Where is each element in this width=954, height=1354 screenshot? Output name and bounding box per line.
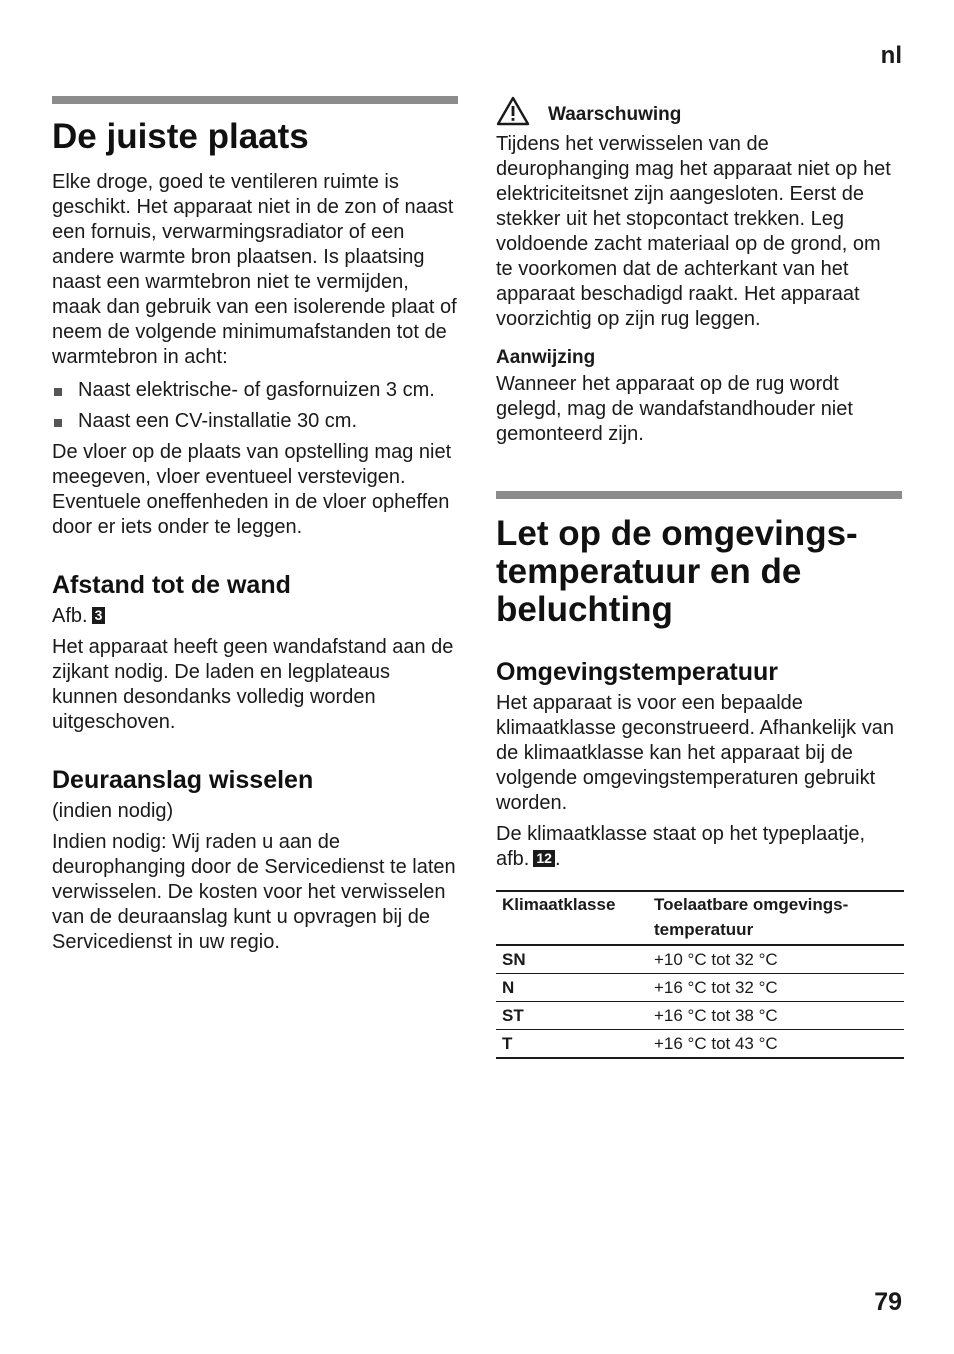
warning-triangle-icon [496, 96, 530, 126]
intro-paragraph: Elke droge, goed te ventileren ruimte is geschikt. Het apparaat niet in de zon of naast een fornuis, verwarmingsradiator of een andere warmte bron plaatsen. Is plaatsing naast een warmtebron niet te vermijden, maak dan gebruik van een isolerende plaat of neem de volgende minimumafstanden tot de warmtebron in acht: [52, 171, 457, 368]
column-header-temperature: Toelaatbare omgevings-temperatuur [648, 891, 904, 945]
ambient-temperature-heading: Omgevingstemperatuur [496, 658, 779, 686]
door-reversal-heading: Deuraanslag wisselen [52, 766, 314, 794]
figure-number-badge: 12 [533, 850, 555, 867]
list-item [52, 378, 458, 403]
section-title: Let op de omgevings-temperatuur en de beluchting [496, 514, 858, 629]
note-label: Aanwijzing [496, 347, 596, 368]
table-row [496, 945, 904, 974]
note-paragraph: Wanneer het apparaat op de rug wordt gelegd, mag de wandafstandhouder niet gemonteerd zijn. [496, 373, 853, 445]
temperature-range-cell: +16 °C tot 43 °C [648, 1030, 904, 1059]
climate-class-cell: ST [496, 1002, 648, 1030]
page-number: 79 [874, 1288, 902, 1316]
section-rule [496, 491, 902, 499]
figure-number-badge: 3 [92, 607, 106, 624]
door-reversal-subtitle: (indien nodig) [52, 800, 174, 822]
climate-class-cell: SN [496, 945, 648, 974]
temperature-range-cell: +16 °C tot 32 °C [648, 974, 904, 1002]
table-row [496, 974, 904, 1002]
language-code: nl [880, 42, 902, 69]
section-rule [52, 96, 458, 104]
wall-distance-heading: Afstand tot de wand [52, 571, 291, 599]
table-header-row [496, 891, 904, 945]
section-rule-wrapper [496, 491, 902, 499]
figure-prefix: Afb. [52, 605, 88, 627]
door-reversal-paragraph: Indien nodig: Wij raden u aan de deurophanging door de Servicedienst te laten verwisselen. De kosten voor het verwisselen van de deuraanslag kunt u opvragen bij de Servicedienst in uw regio. [52, 831, 456, 953]
wall-distance-paragraph: Het apparaat heeft geen wandafstand aan de zijkant nodig. De laden en legplateaus kunnen desondanks volledig worden uitgeschoven. [52, 636, 454, 733]
right-column [496, 96, 902, 1059]
sentence-end: . [554, 848, 561, 870]
distance-list [52, 378, 458, 434]
ambient-paragraph: Het apparaat is voor een bepaalde klimaatklasse geconstrueerd. Afhankelijk van de klimaatklasse kan het apparaat bij de volgende omgevingstemperaturen gebruikt worden. [496, 692, 894, 814]
left-column [52, 96, 458, 961]
list-item-text: Naast elektrische- of gasfornuizen 3 cm. [78, 379, 435, 401]
climate-class-cell: N [496, 974, 648, 1002]
warning-paragraph: Tijdens het verwisselen van de deurophanging mag het apparaat niet op het elektriciteitsnet zijn aangesloten. Eerst de stekker uit het stopcontact trekken. Leg voldoende zacht materiaal op de grond, om te voorkomen dat de achterkant van het apparaat beschadigd raakt. Het apparaat voorzichtig op zijn rug leggen. [496, 133, 891, 330]
list-item-text: Naast een CV-installatie 30 cm. [78, 410, 358, 432]
bullet-square-icon [54, 419, 62, 427]
table-row [496, 1002, 904, 1030]
climate-class-table [496, 890, 904, 1059]
wall-figure-reference [52, 604, 458, 629]
temperature-range-cell: +10 °C tot 32 °C [648, 945, 904, 974]
list-item [52, 409, 458, 434]
climate-class-text: De klimaatklasse staat op het typeplaatje, afb. [496, 823, 866, 870]
column-header-climate-class: Klimaatklasse [496, 891, 648, 945]
climate-class-cell: T [496, 1030, 648, 1059]
warning-label: Waarschuwing [548, 104, 682, 125]
climate-class-location-paragraph [496, 822, 902, 872]
section-title: De juiste plaats [52, 117, 309, 156]
temperature-range-cell: +16 °C tot 38 °C [648, 1002, 904, 1030]
floor-paragraph: De vloer op de plaats van opstelling mag niet meegeven, vloer eventueel verstevigen. Eventuele oneffenheden in de vloer opheffen door er iets onder te leggen. [52, 441, 452, 538]
table-row [496, 1030, 904, 1059]
bullet-square-icon [54, 388, 62, 396]
warning-header [496, 96, 902, 126]
